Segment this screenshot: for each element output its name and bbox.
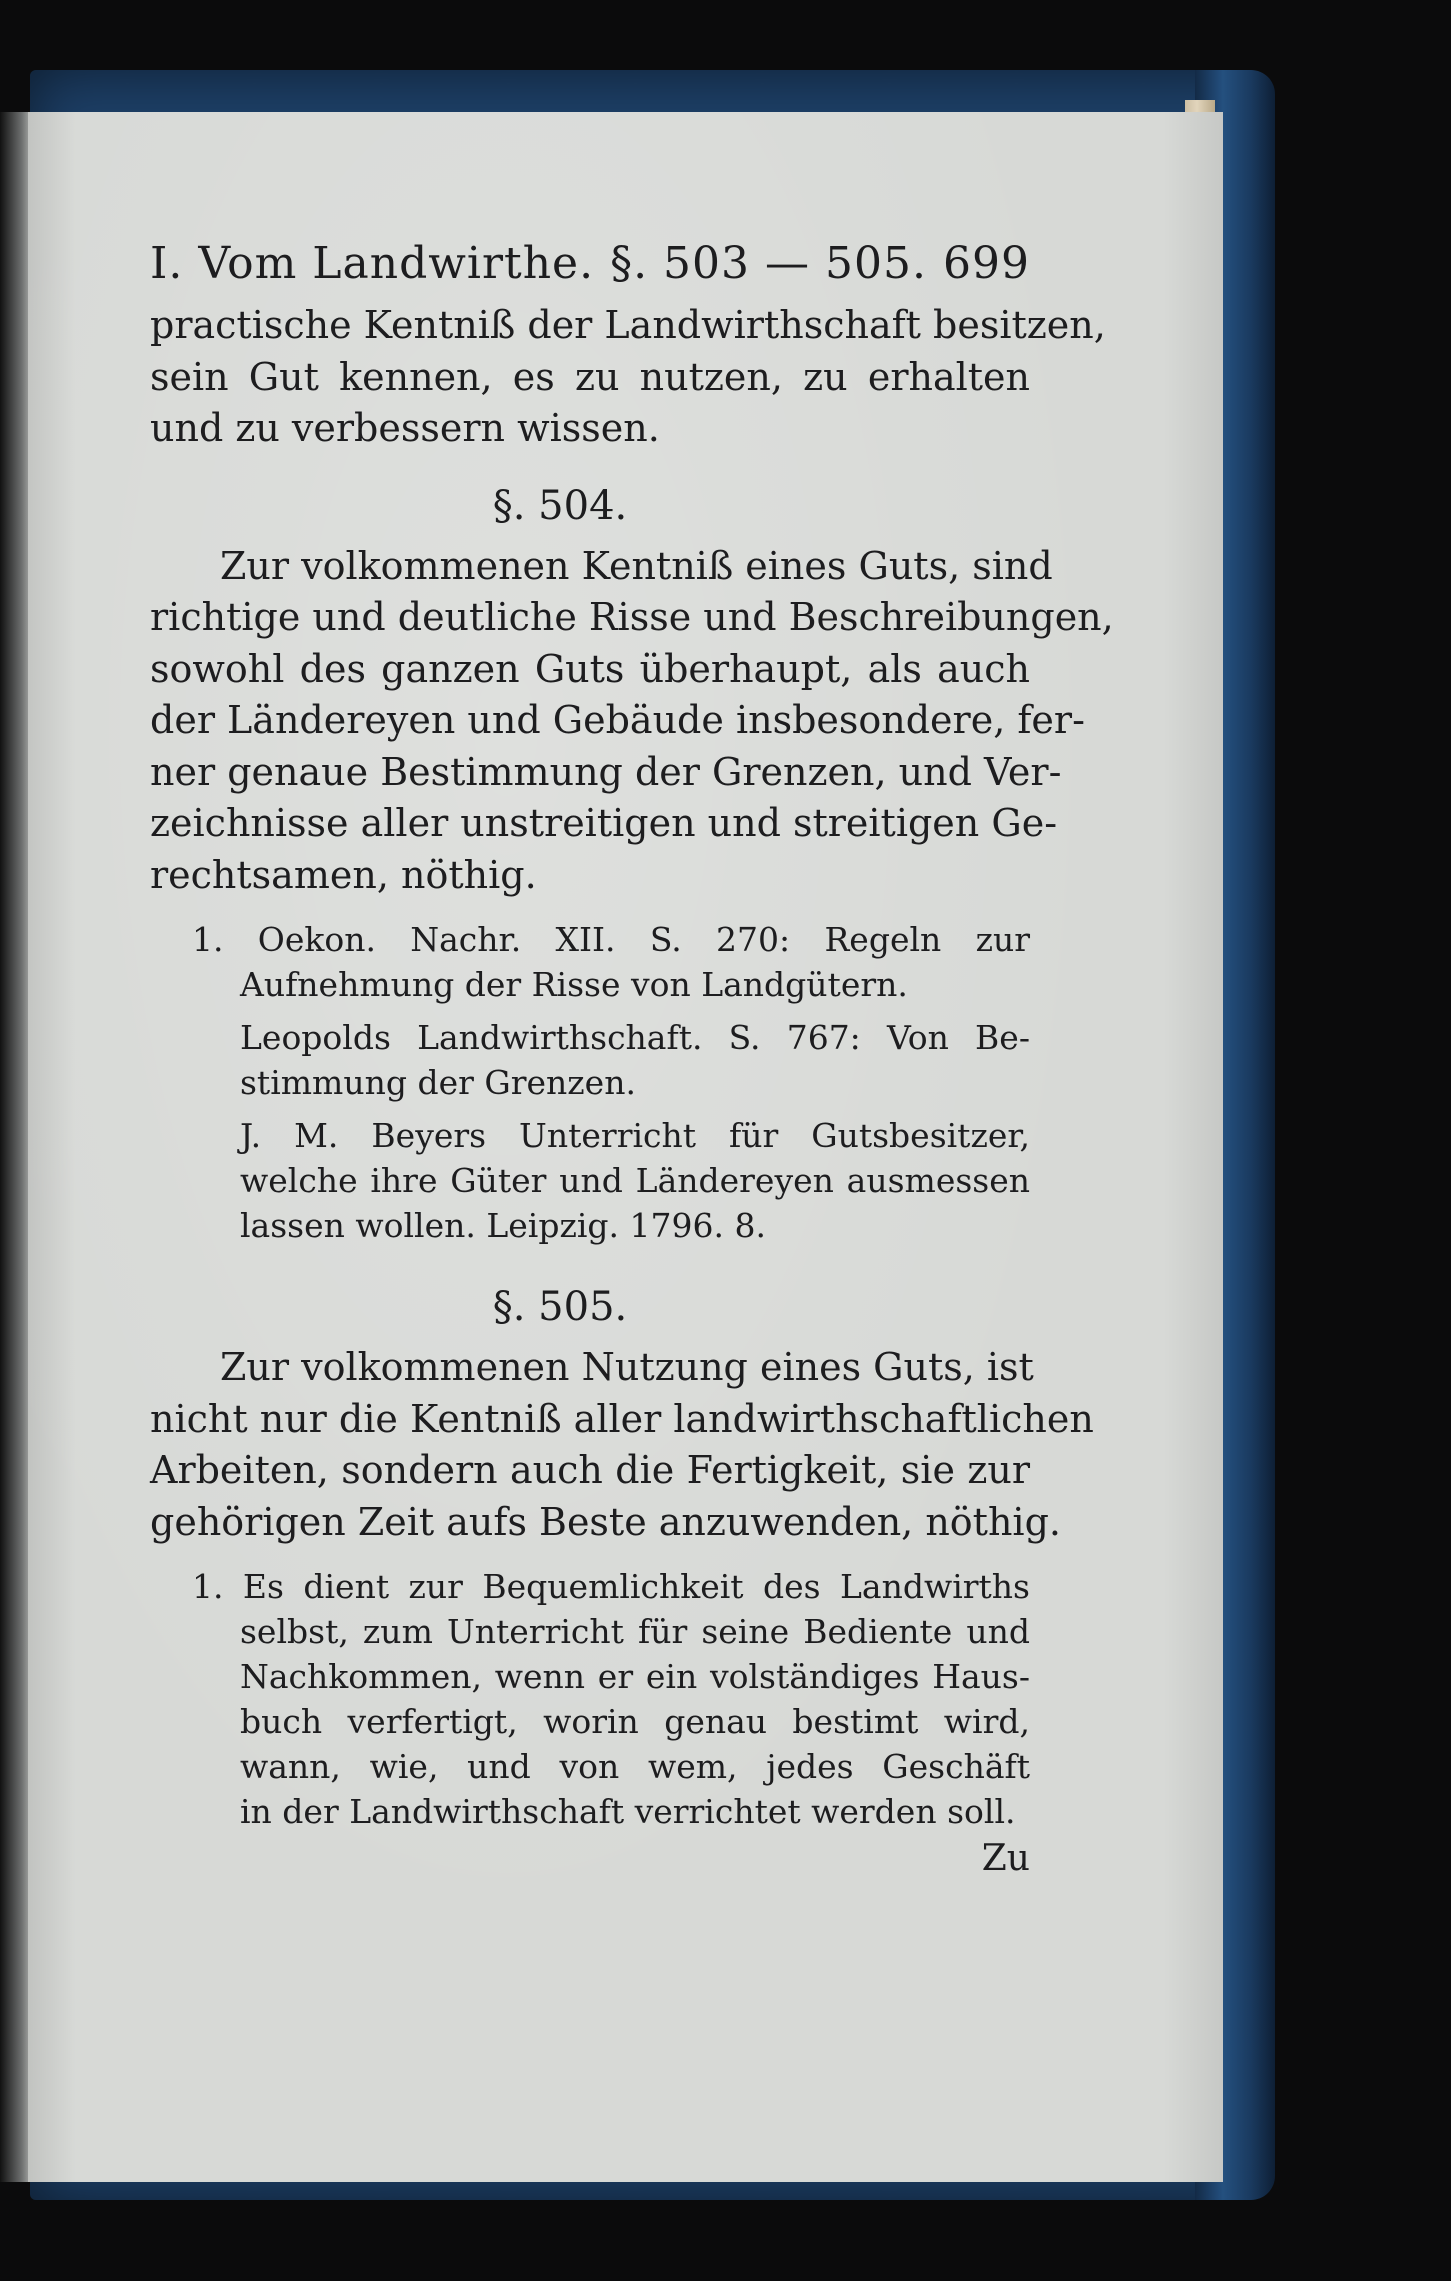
notes-504	[150, 917, 1030, 1248]
paragraph-504	[150, 541, 1114, 902]
text-line: zeichnisse aller unstreitigen und streitigen Ge-	[150, 801, 1058, 845]
note-line: Nachkommen, wenn er ein volständiges Haus-	[240, 1657, 1030, 1696]
note-line: Aufnehmung der Risse von Landgütern.	[240, 965, 908, 1004]
text-line: Zur volkommenen Kentniß eines Guts, sind	[220, 543, 1053, 588]
page-number: 699	[943, 238, 1030, 289]
text-line: gehörigen Zeit aufs Beste anzuwenden, nöthig.	[150, 1499, 1061, 1544]
section-heading-505: §. 505.	[492, 1284, 628, 1330]
text-line: der Ländereyen und Gebäude insbesondere, fer-	[150, 698, 1085, 742]
text-line: practische Kentniß der Landwirthschaft besitzen,	[150, 303, 1106, 347]
text-line: sein Gut kennen, es zu nutzen, zu erhalten	[150, 354, 1030, 399]
text-line: ner genaue Bestimmung der Grenzen, und Ver-	[150, 749, 1062, 794]
text-line: Zur volkommenen Nutzung eines Guts, ist	[220, 1345, 1034, 1389]
note-line: 1. Oekon. Nachr. XII. S. 270: Regeln zur	[192, 920, 1030, 959]
running-head-sections: §. 503 — 505.	[610, 238, 927, 289]
catchword: Zu	[981, 1838, 1030, 1879]
note-line: in der Landwirthschaft verrichtet werden soll.	[240, 1792, 1016, 1831]
note-line: welche ihre Güter und Ländereyen ausmessen	[240, 1161, 1030, 1200]
text-line: und zu verbessern wissen.	[150, 406, 660, 450]
notes-505	[150, 1564, 1030, 1834]
note-line: lassen wollen. Leipzig. 1796. 8.	[240, 1206, 766, 1245]
text-line: richtige und deutliche Risse und Beschreibungen,	[150, 595, 1114, 639]
note-line: stimmung der Grenzen.	[240, 1063, 636, 1102]
running-head-title: I. Vom Landwirthe.	[150, 238, 595, 289]
note-line: 1. Es dient zur Bequemlichkeit des Landwirths	[192, 1567, 1030, 1606]
running-head	[150, 238, 1030, 300]
paragraph-505	[150, 1342, 1094, 1548]
text-line: sowohl des ganzen Guts überhaupt, als auch	[150, 646, 1030, 691]
text-line: nicht nur die Kentniß aller landwirthschaftlichen	[150, 1396, 1094, 1441]
text-line: Arbeiten, sondern auch die Fertigkeit, sie zur	[150, 1448, 1030, 1492]
page-text	[150, 238, 1114, 1884]
section-heading-504: §. 504.	[492, 482, 628, 529]
text-line: rechtsamen, nöthig.	[150, 852, 537, 897]
note-line: J. M. Beyers Unterricht für Gutsbesitzer,	[240, 1116, 1030, 1155]
note-line: wann, wie, und von wem, jedes Geschäft	[240, 1747, 1030, 1786]
note-line: buch verfertigt, worin genau bestimt wird,	[240, 1702, 1030, 1741]
continuation-paragraph	[150, 300, 1106, 455]
note-line: Leopolds Landwirthschaft. S. 767: Von Be-	[240, 1018, 1030, 1057]
note-line: selbst, zum Unterricht für seine Bediente und	[240, 1612, 1030, 1651]
